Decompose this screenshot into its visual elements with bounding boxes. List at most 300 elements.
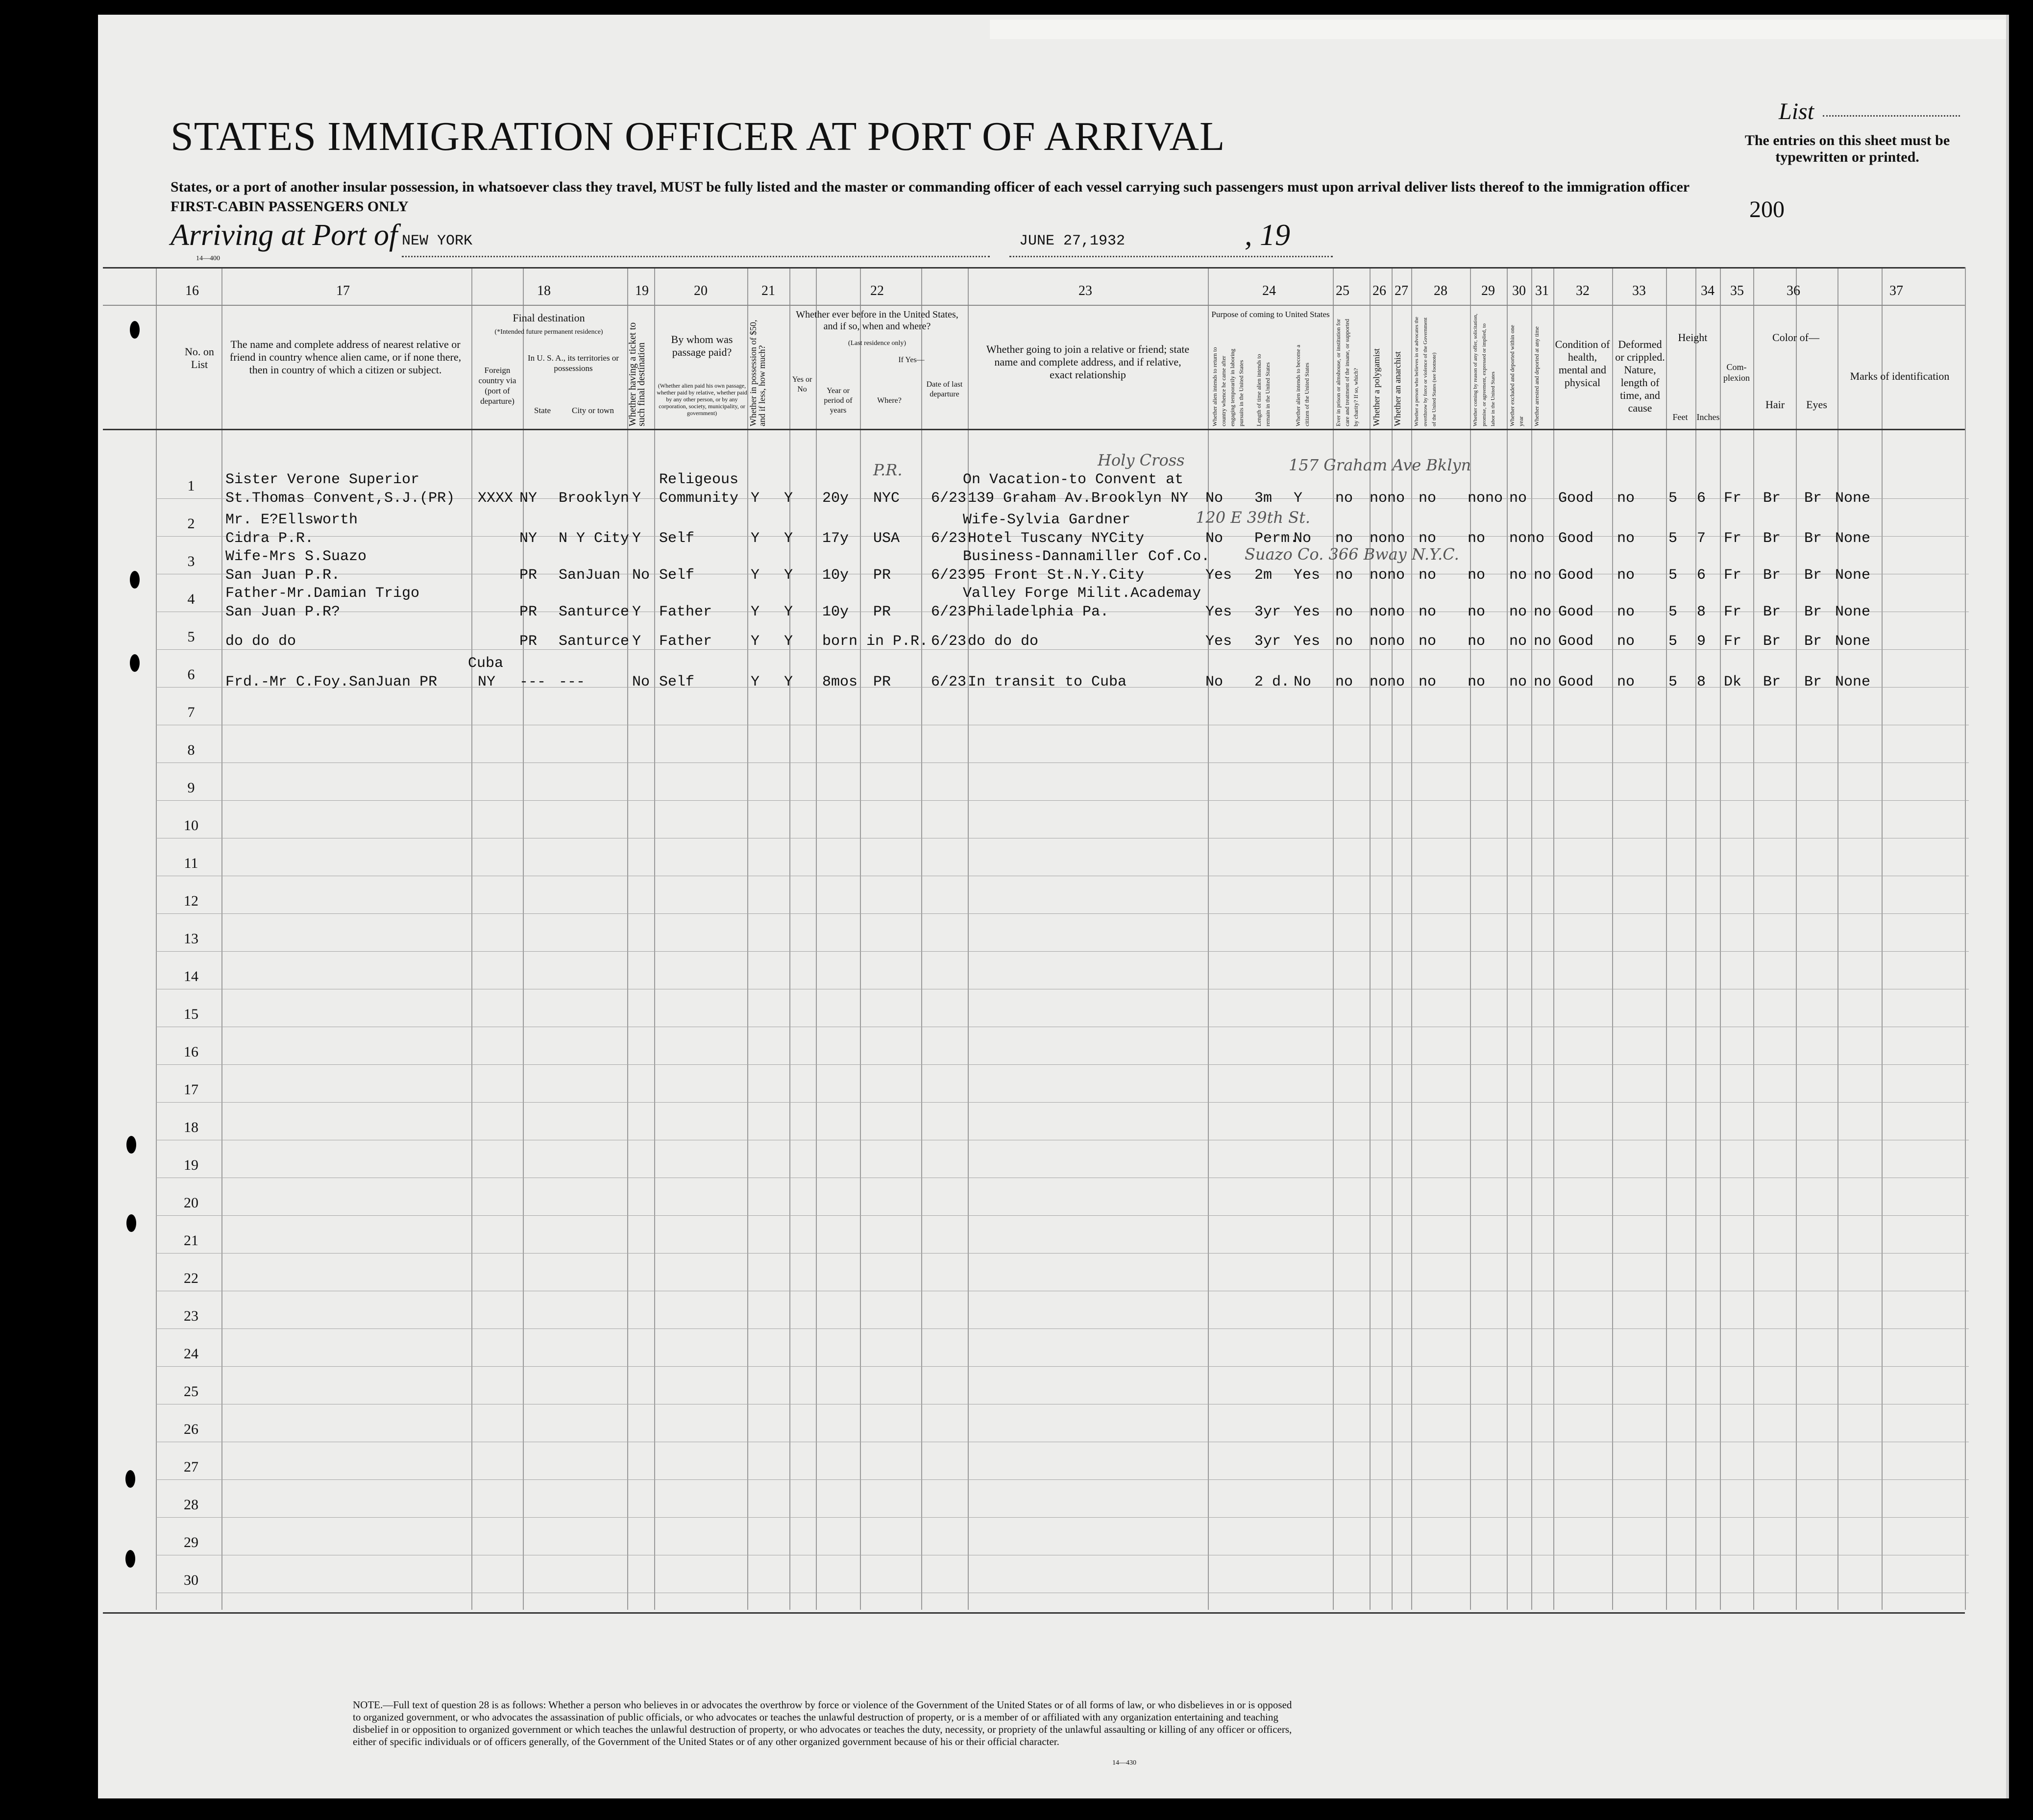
passage-paid-by: Religeous <box>659 471 739 488</box>
joining-relative: Wife-Sylvia Gardner <box>963 512 1131 528</box>
header-state: State <box>534 406 551 415</box>
column-rule <box>747 267 748 1610</box>
passage-paid-by: Self <box>659 567 695 584</box>
column-number: 24 <box>1262 283 1276 298</box>
row-rule <box>156 1479 1969 1480</box>
been-before: Y <box>784 567 793 584</box>
header-top-rule <box>103 267 1965 269</box>
passage-paid-by: Father <box>659 633 712 650</box>
header-passage-paid: By whom was passage paid? <box>671 333 733 358</box>
binding-hole <box>125 1550 135 1568</box>
row-number: 19 <box>184 1157 198 1173</box>
passage-paid-by: Father <box>659 604 712 620</box>
column-number: 21 <box>761 283 775 298</box>
column-rule <box>1796 267 1797 1610</box>
date-dotted-line <box>1009 256 1333 257</box>
row-rule <box>156 913 1969 914</box>
header-marks: Marks of identification <box>1850 370 1950 382</box>
identification-marks: None <box>1835 633 1871 650</box>
class-note: FIRST-CABIN PASSENGERS ONLY <box>171 198 409 215</box>
height-feet: 5 <box>1668 490 1678 507</box>
arrested-answer: no <box>1509 633 1527 650</box>
years-before: 20y <box>822 490 849 507</box>
arrested-answer: no <box>1509 490 1527 507</box>
column-number: 25 <box>1336 283 1349 298</box>
column-number: 28 <box>1434 283 1447 298</box>
height-inches: 7 <box>1697 530 1706 547</box>
stacked-page-edge <box>990 20 2009 39</box>
column-rule <box>1666 267 1667 1610</box>
has-ticket: Y <box>632 490 641 507</box>
hair-color: Br <box>1763 530 1781 547</box>
intends-return: Yes <box>1205 567 1232 584</box>
row-number: 6 <box>187 666 195 683</box>
row-number: 26 <box>184 1421 198 1437</box>
row-number: 21 <box>184 1232 198 1249</box>
column-rule <box>627 267 628 1610</box>
handwritten-annotation: 157 Graham Ave Bklyn <box>1289 456 1471 474</box>
list-label: List <box>1779 98 1814 124</box>
arriving-label: Arriving at Port of <box>171 219 398 252</box>
intends-citizen: Yes <box>1294 567 1321 584</box>
intends-citizen: Yes <box>1294 604 1321 620</box>
foreign-port: NY <box>478 674 496 690</box>
has-ticket: No <box>632 567 650 584</box>
been-before: Y <box>784 674 793 690</box>
polygamist-anarchist-answer: nono <box>1370 530 1405 547</box>
health-condition: Good <box>1558 674 1594 690</box>
header-condition-health: Condition of health, mental and physical <box>1555 338 1610 389</box>
column-rule <box>1837 267 1838 1610</box>
row-number: 30 <box>184 1572 198 1588</box>
row-rule <box>156 1215 1969 1216</box>
column-number: 17 <box>336 283 350 298</box>
header-year: Year or period of years <box>824 387 853 415</box>
prison-answer: no <box>1335 674 1353 690</box>
overthrow-answer: no <box>1419 530 1437 547</box>
joining-address: 95 Front St.N.Y.City <box>968 567 1145 584</box>
prison-answer: no <box>1335 604 1353 620</box>
years-before: 17y <box>822 530 849 547</box>
polygamist-anarchist-answer: nono <box>1370 674 1405 690</box>
row-number: 27 <box>184 1459 198 1475</box>
column-rule <box>1882 267 1883 1610</box>
binding-hole <box>126 1214 136 1232</box>
intends-return: No <box>1205 490 1224 507</box>
labor-excluded-answer: no <box>1468 674 1486 690</box>
joining-address: In transit to Cuba <box>968 674 1127 690</box>
years-before: born in P.R. <box>822 633 929 650</box>
row-rule <box>156 1253 1969 1254</box>
row-rule <box>156 800 1969 801</box>
hair-color: Br <box>1763 567 1781 584</box>
header-city: City or town <box>572 406 614 415</box>
joining-address: do do do <box>968 633 1039 650</box>
height-feet: 5 <box>1668 633 1678 650</box>
eye-color: Br <box>1804 633 1822 650</box>
has-ticket: Y <box>632 633 641 650</box>
column-rule <box>968 267 969 1610</box>
joining-address: Hotel Tuscany NYCity <box>968 530 1145 547</box>
dest-city: Brooklyn <box>559 490 630 507</box>
footnote-form-number: 14—430 <box>1112 1759 1136 1767</box>
eye-color: Br <box>1804 490 1822 507</box>
header-no-on-list: No. on List <box>185 345 214 370</box>
row-number: 20 <box>184 1195 198 1211</box>
has-ticket: Y <box>632 530 641 547</box>
header-date-departure: Date of last departure <box>926 380 963 398</box>
intends-return: Yes <box>1205 633 1232 650</box>
complexion: Fr <box>1724 567 1742 584</box>
intends-return: No <box>1205 530 1224 547</box>
handwritten-annotation: 120 E 39th St. <box>1196 508 1311 527</box>
prison-answer: no <box>1335 567 1353 584</box>
been-before: Y <box>784 633 793 650</box>
deformed-answer: no <box>1617 530 1635 547</box>
passage-paid-by: Self <box>659 530 695 547</box>
row-number: 9 <box>187 780 195 796</box>
column-rule <box>789 267 790 1610</box>
dest-state: NY <box>519 490 538 507</box>
has-fifty: Y <box>751 674 760 690</box>
column-rule <box>221 267 222 1610</box>
labor-excluded-answer: no <box>1468 567 1486 584</box>
row-number: 11 <box>184 855 198 871</box>
hair-color: Br <box>1763 490 1781 507</box>
row-number: 8 <box>187 742 195 758</box>
header-if-yes: If Yes— <box>898 356 925 364</box>
overthrow-answer: no <box>1419 633 1437 650</box>
header-inches: Inches <box>1696 412 1720 422</box>
row-number: 4 <box>187 591 195 607</box>
column-rule <box>654 267 655 1610</box>
arrested-answer: no <box>1509 604 1527 620</box>
last-departure: 6/23 <box>931 633 967 650</box>
joining-relative: Valley Forge Milit.Academay <box>963 585 1201 602</box>
header-nearest-relative: The name and complete address of nearest relative or friend in country whence alien came, or if none there, then in country of which a citizen or subject. <box>229 338 462 376</box>
complexion: Fr <box>1724 604 1742 620</box>
prison-answer: no <box>1335 530 1353 547</box>
relative-address: Frd.-Mr C.Foy.SanJuan PR <box>225 674 438 690</box>
column-rule <box>1695 267 1696 1610</box>
header-anarchist: Whether an anarchist <box>1393 351 1402 426</box>
header-color-of: Color of— <box>1772 331 1819 344</box>
last-departure: 6/23 <box>931 604 967 620</box>
complexion: Fr <box>1724 530 1742 547</box>
last-departure: 6/23 <box>931 567 967 584</box>
sheet-number: 200 <box>1749 197 1785 222</box>
relative-address: St.Thomas Convent,S.J.(PR) <box>225 490 455 507</box>
column-rule <box>1553 267 1554 1610</box>
header-prison: Ever in prison or almshouse, or institution for care and treatment of the insane, or supported by charity? If so, which? <box>1335 319 1359 426</box>
header-polygamist: Whether a polygamist <box>1372 348 1381 426</box>
relative-address: do do do <box>225 633 296 650</box>
dest-city: --- <box>559 674 586 690</box>
hair-color: Br <box>1763 604 1781 620</box>
row-rule <box>156 762 1969 763</box>
length-of-stay: 2m <box>1254 567 1273 584</box>
column-number: 32 <box>1576 283 1590 298</box>
years-before: 10y <box>822 604 849 620</box>
header-intends-citizen: Whether alien intends to become a citizen of the United States <box>1295 344 1310 426</box>
row-number: 15 <box>184 1006 198 1022</box>
labor-excluded-answer: no <box>1468 530 1486 547</box>
header-final-destination-sub: (*Intended future permanent residence) <box>494 328 603 336</box>
health-condition: Good <box>1558 633 1594 650</box>
header-final-destination: Final destination <box>513 312 585 324</box>
arrested-answer: no <box>1509 567 1527 584</box>
header-length-stay: Length of time alien intends to remain in the United States <box>1255 354 1271 426</box>
binding-hole <box>130 321 140 339</box>
header-hair: Hair <box>1765 398 1785 411</box>
column-number: 33 <box>1632 283 1646 298</box>
intends-return: Yes <box>1205 604 1232 620</box>
overthrow-answer: no <box>1419 674 1437 690</box>
column-rule <box>1720 267 1721 1610</box>
joining-relative: Business-Dannamiller Cof.Co. <box>963 548 1210 565</box>
identification-marks: None <box>1835 567 1871 584</box>
has-fifty: Y <box>751 567 760 584</box>
polygamist-anarchist-answer: nono <box>1370 604 1405 620</box>
deformed-answer: no <box>1617 633 1635 650</box>
length-of-stay: 2 d. <box>1254 674 1290 690</box>
relative-address: Cidra P.R. <box>225 530 314 547</box>
years-before: 10y <box>822 567 849 584</box>
eye-color: Br <box>1804 604 1822 620</box>
height-inches: 6 <box>1697 490 1706 507</box>
complexion: Fr <box>1724 490 1742 507</box>
last-departure: 6/23 <box>931 530 967 547</box>
health-condition: Good <box>1558 604 1594 620</box>
manifest-sheet <box>98 15 2009 1798</box>
foreign-port: XXXX <box>478 490 514 507</box>
page-title: STATES IMMIGRATION OFFICER AT PORT OF ARRIVAL <box>171 114 1225 159</box>
relative-name: Sister Verone Superior <box>225 471 420 488</box>
intends-return: No <box>1205 674 1224 690</box>
header-last-residence: (Last residence only) <box>848 340 906 347</box>
column-number: 37 <box>1889 283 1903 298</box>
column-rule <box>1507 267 1508 1610</box>
been-before: Y <box>784 604 793 620</box>
row-number: 25 <box>184 1383 198 1400</box>
header-in-usa: In U. S. A., its territories or possessions <box>527 353 619 373</box>
header-feet: Feet <box>1672 412 1688 422</box>
header-offer-labor: Whether coming by reason of any offer, solicitation, promise, or agreement, expressed or implied, to labor in the United States <box>1472 314 1496 426</box>
prison-answer: no <box>1335 490 1353 507</box>
column-number: 26 <box>1372 283 1386 298</box>
header-deformed: Deformed or crippled. Nature, length of time, and cause <box>1615 338 1665 414</box>
where-before: PR <box>873 674 891 690</box>
column-number: 18 <box>537 283 551 298</box>
dest-city: Santurce <box>559 633 630 650</box>
column-number: 23 <box>1078 283 1092 298</box>
column-number: 30 <box>1512 283 1526 298</box>
eye-color: Br <box>1804 674 1822 690</box>
header-yes-no: Yes or No <box>792 375 812 394</box>
footnote: NOTE.—Full text of question 28 is as follows: Whether a person who believes in or advocates the overthrow by force or violence of the Government of the United States or of all forms of law, or who disbelieves in or is opposed to organized government, or who advocates the assassination of public officials, or who advocates or teaches the unlawful destruction of property, or is a member of or affiliated with any organization entertaining and teaching disbelief in or opposition to organized government or which teaches the unlawful destruction of property, or who advocates or teaches the duty, necessity, or propriety of the unlawful assaulting or killing of any officer or officers, either of specific individuals or of officers generally, of the Government of the United States or of any other organized government because of his or their official character. <box>353 1699 1292 1747</box>
row-number: 5 <box>187 629 195 645</box>
row-rule <box>156 951 1969 952</box>
dest-state: --- <box>519 674 546 690</box>
arrival-port: NEW YORK <box>402 233 473 249</box>
row-number: 10 <box>184 817 198 834</box>
column-number: 27 <box>1395 283 1408 298</box>
last-departure: 6/23 <box>931 490 967 507</box>
row-number: 17 <box>184 1082 198 1098</box>
intends-citizen: No <box>1294 530 1312 547</box>
column-rule <box>1531 267 1532 1610</box>
arrested-answer: nono <box>1509 530 1545 547</box>
passage-paid-by: Self <box>659 674 695 690</box>
instruction-text: States, or a port of another insular possession, in whatsoever class they travel, MUST be fully listed and the master or commanding officer of each vessel carrying such passengers must upon arrival deliver lists thereof to the immigration officer <box>171 179 1690 195</box>
arrested-answer: no <box>1534 567 1552 584</box>
row-rule <box>156 1102 1969 1103</box>
height-inches: 8 <box>1697 604 1706 620</box>
row-number: 1 <box>187 478 195 494</box>
complexion: Fr <box>1724 633 1742 650</box>
form-number: 14—400 <box>196 255 220 262</box>
binding-hole <box>130 571 140 589</box>
header-overthrow: Whether a person who believes in or advocates the overthrow by force or violence of the Government of the United States (see footnote) <box>1414 317 1437 426</box>
height-feet: 5 <box>1668 530 1678 547</box>
overthrow-answer: no <box>1419 604 1437 620</box>
length-of-stay: Perm. <box>1254 530 1299 547</box>
relative-name: Father-Mr.Damian Trigo <box>225 585 420 602</box>
height-feet: 5 <box>1668 567 1678 584</box>
column-rule <box>816 267 817 1610</box>
height-feet: 5 <box>1668 674 1678 690</box>
header-before-in-us: Whether ever before in the United States, and if so, when and where? <box>796 309 958 332</box>
port-dotted-line <box>402 256 990 257</box>
been-before: Y <box>784 490 793 507</box>
deformed-answer: no <box>1617 604 1635 620</box>
row-number: 2 <box>187 516 195 532</box>
dest-city: SanJuan <box>559 567 621 584</box>
has-fifty: Y <box>751 530 760 547</box>
relative-name: Wife-Mrs S.Suazo <box>225 548 367 565</box>
row-number: 16 <box>184 1044 198 1060</box>
identification-marks: None <box>1835 604 1871 620</box>
column-rule <box>921 267 922 1610</box>
hair-color: Br <box>1763 674 1781 690</box>
year-prefix: , 19 <box>1245 219 1290 252</box>
row-number: 22 <box>184 1270 198 1286</box>
column-rule <box>1612 267 1613 1610</box>
row-number: 3 <box>187 553 195 569</box>
column-number: 29 <box>1481 283 1495 298</box>
row-number: 12 <box>184 893 198 909</box>
labor-excluded-answer: nono <box>1468 490 1503 507</box>
header-eyes: Eyes <box>1806 398 1827 411</box>
dest-city: N Y City <box>559 530 630 547</box>
length-of-stay: 3yr <box>1254 633 1281 650</box>
binding-hole <box>130 654 140 672</box>
polygamist-anarchist-answer: nono <box>1370 567 1405 584</box>
row-rule <box>156 1366 1969 1367</box>
foreign-country: Cuba <box>468 655 504 672</box>
identification-marks: None <box>1835 530 1871 547</box>
intends-citizen: No <box>1294 674 1312 690</box>
relative-address: San Juan P.R? <box>225 604 341 620</box>
row-number: 13 <box>184 931 198 947</box>
arrival-date: JUNE 27,1932 <box>1019 233 1126 249</box>
header-purpose: Purpose of coming to United States <box>1211 310 1330 319</box>
column-number: 16 <box>185 283 199 298</box>
hair-color: Br <box>1763 633 1781 650</box>
column-rule <box>1208 267 1209 1610</box>
column-number: 31 <box>1535 283 1549 298</box>
length-of-stay: 3yr <box>1254 604 1281 620</box>
joining-address: Philadelphia Pa. <box>968 604 1109 620</box>
header-going-to-join: Whether going to join a relative or friend; state name and complete address, and if relative, exact relationship <box>986 343 1190 381</box>
has-fifty: Y <box>751 490 760 507</box>
arrested-answer: no <box>1534 674 1552 690</box>
column-number: 20 <box>694 283 708 298</box>
relative-name: Mr. E?Ellsworth <box>225 512 358 528</box>
been-before: Y <box>784 530 793 547</box>
row-number: 7 <box>187 704 195 720</box>
column-rule <box>1965 267 1966 1610</box>
height-inches: 6 <box>1697 567 1706 584</box>
polygamist-anarchist-answer: nono <box>1370 490 1405 507</box>
row-number: 29 <box>184 1534 198 1550</box>
last-departure: 6/23 <box>931 674 967 690</box>
binding-hole <box>126 1136 136 1154</box>
deformed-answer: no <box>1617 674 1635 690</box>
row-number: 24 <box>184 1346 198 1362</box>
handwritten-annotation: P.R. <box>873 461 903 479</box>
row-rule <box>156 1064 1969 1065</box>
health-condition: Good <box>1558 530 1594 547</box>
handwritten-annotation: Suazo Co. 366 Bway N.Y.C. <box>1245 545 1459 564</box>
has-fifty: Y <box>751 604 760 620</box>
where-before: NYC <box>873 490 900 507</box>
column-rule <box>156 267 157 1610</box>
list-dotted-line <box>1823 115 1960 117</box>
overthrow-answer: no <box>1419 567 1437 584</box>
health-condition: Good <box>1558 567 1594 584</box>
column-number-rule <box>103 305 1965 306</box>
length-of-stay: 3m <box>1254 490 1273 507</box>
column-rule <box>860 267 861 1610</box>
dest-state: PR <box>519 633 538 650</box>
header-foreign-country: Foreign country via (port of departure) <box>478 366 516 406</box>
row-rule <box>156 1517 1969 1518</box>
row-number: 18 <box>184 1119 198 1135</box>
eye-color: Br <box>1804 567 1822 584</box>
header-bottom-rule <box>103 429 1965 430</box>
dest-state: PR <box>519 604 538 620</box>
prison-answer: no <box>1335 633 1353 650</box>
passage-paid-by: Community <box>659 490 739 507</box>
where-before: USA <box>873 530 900 547</box>
header-intends-return: Whether alien intends to return to country whence he came after engaging temporarily in laboring pursuits in the United States <box>1211 347 1245 426</box>
column-rule <box>523 267 524 1610</box>
header-fifty-dollars: Whether in possession of $50, and if less, how much? <box>748 320 767 426</box>
deformed-answer: no <box>1617 567 1635 584</box>
header-excluded: Whether excluded and deported within one year <box>1509 325 1524 426</box>
identification-marks: None <box>1835 674 1871 690</box>
intends-citizen: Y <box>1294 490 1303 507</box>
deformed-answer: no <box>1617 490 1635 507</box>
eye-color: Br <box>1804 530 1822 547</box>
header-passage-paid-sub: (Whether alien paid his own passage, whether paid by relative, whether paid by any other person, or by any corporation, society, municipality, or government) <box>657 382 747 417</box>
arrested-answer: no <box>1534 604 1552 620</box>
arrested-answer: no <box>1534 633 1552 650</box>
entries-note: The entries on this sheet must be typewritten or printed. <box>1744 132 1950 165</box>
header-height: Height <box>1678 331 1708 344</box>
column-number: 19 <box>635 283 649 298</box>
